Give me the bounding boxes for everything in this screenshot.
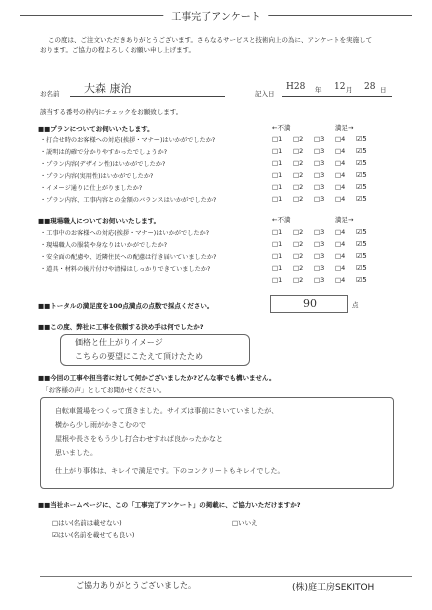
scale-label-dissatisfied-2: ←不満 [272, 216, 291, 224]
date-day-unit: 日 [380, 86, 387, 94]
plan-rating-6[interactable]: □1 □2 □3 □4 ☑5 [272, 195, 367, 203]
staff-rating-1[interactable]: □1 □2 □3 □4 ☑5 [272, 228, 367, 236]
reason-line-1: 価格と仕上がりイメージ [75, 338, 163, 347]
comment-line-1: 自転車置場をつくって頂きました。サイズは事前にきいていましたが、 [55, 407, 279, 415]
company-name: (株)庭工房SEKITOH [292, 583, 375, 593]
staff-rating-3[interactable]: □1 □2 □3 □4 ☑5 [272, 252, 367, 260]
staff-rating-2[interactable]: □1 □2 □3 □4 ☑5 [272, 240, 367, 248]
scale-label-satisfied-2: 満足→ [335, 216, 354, 224]
publish-question: ■■当社ホームページに、この「工事完了アンケート」の掲載に、ご協力いただけますか? [38, 501, 301, 509]
name-field[interactable] [70, 78, 225, 97]
plan-question-5: ・イメージ通りに仕上がりましたか? [40, 185, 143, 192]
date-era-year: H28 [286, 82, 306, 92]
plan-rating-4[interactable]: □1 □2 □3 □4 ☑5 [272, 171, 367, 179]
total-score-question: ■■トータルの満足度を100点満点の点数で採点ください。 [38, 302, 214, 310]
plan-rating-2[interactable]: □1 □2 □3 □4 ☑5 [272, 147, 367, 155]
date-label: 記入日 [255, 90, 275, 98]
reason-question: ■■この度、弊社に工事を依頼する決め手は何でしたか? [38, 323, 204, 331]
plan-rating-1[interactable]: □1 □2 □3 □4 ☑5 [272, 135, 367, 143]
publish-option-anonymous[interactable]: □はい(名前は載せない) [52, 519, 122, 527]
name-value: 大森 康治 [84, 82, 132, 95]
plan-rating-5[interactable]: □1 □2 □3 □4 ☑5 [272, 183, 367, 191]
footer-rule [40, 576, 412, 577]
publish-option-no[interactable]: □いいえ [232, 519, 258, 527]
plan-question-2: ・説明は的確で分かりやすかったでしょうか? [40, 149, 168, 156]
page-title: 工事完了アンケート [163, 8, 268, 23]
total-score-unit: 点 [352, 301, 359, 309]
reason-box[interactable] [60, 334, 250, 366]
plan-question-1: ・打合せ時のお客様への対応(挨拶・マナー)はいかがでしたか? [40, 137, 216, 144]
instruction: 該当する番号の枠内にチェックをお願致します。 [40, 108, 183, 116]
intro-line-1: この度は、ご注文いただきありがとうございます。さらなるサービスと技術向上の為に、アンケートを実施して [48, 36, 373, 44]
date-month: 12 [334, 82, 346, 92]
date-day: 28 [364, 82, 376, 92]
plan-question-6: ・プラン内容、工事内容との金額のバランスはいかがでしたか? [40, 197, 217, 204]
staff-rating-5[interactable]: □1 □2 □3 □4 ☑5 [272, 276, 367, 284]
date-field[interactable] [282, 80, 392, 97]
scale-label-dissatisfied: ←不満 [272, 124, 291, 132]
scale-label-satisfied: 満足→ [335, 124, 354, 132]
plan-question-3: ・プラン内容(デザイン性)はいかがでしたか? [40, 161, 166, 168]
reason-line-2: こちらの要望にこたえて頂けたため [75, 352, 203, 361]
total-score-value: 90 [303, 297, 317, 310]
title-bar [20, 8, 412, 22]
staff-rating-4[interactable]: □1 □2 □3 □4 ☑5 [272, 264, 367, 272]
section-plan-heading: ■■プランについてお伺いいたします。 [38, 125, 154, 133]
total-score-box[interactable] [270, 295, 348, 313]
staff-question-3: ・安全面の配慮や、近隣住民への配慮は行き届いていましたか? [40, 254, 217, 261]
comment-line-3: 屋根や長さをもう少し打合わせすれば良かったかなと [55, 435, 223, 443]
section-staff-heading: ■■現場職人についてお伺いいたします。 [38, 217, 161, 225]
plan-question-4: ・プラン内容(実用性)はいかがでしたか? [40, 173, 154, 180]
footer-thanks: ご協力ありがとうございました。 [76, 581, 196, 590]
comment-line-4: 思いました。 [55, 449, 97, 457]
publish-option-named[interactable]: ☑はい(名前を載せても良い) [52, 531, 135, 539]
comment-box[interactable] [40, 397, 394, 489]
plan-rating-3[interactable]: □1 □2 □3 □4 ☑5 [272, 159, 367, 167]
comment-question: ■■今回の工事や担当者に対して何かございましたか?どんな事でも構いません。 [38, 374, 276, 382]
comment-header: 「お客様の声」としてお聞かせください。 [42, 386, 166, 394]
staff-question-1: ・工事中のお客様への対応(挨拶・マナー)はいかがでしたか? [40, 230, 209, 237]
comment-line-5: 仕上がり事体は、キレイで満足です。下のコンクリートもキレイでした。 [55, 467, 285, 475]
staff-question-2: ・現場職人の服装や身なりはいかがでしたか? [40, 242, 168, 249]
intro-line-2: おります。ご協力の程よろしくお願い申し上げます。 [40, 46, 195, 54]
staff-question-4: ・道具・材料の後片付けや清掃はしっかりできていましたか? [40, 266, 211, 273]
date-month-unit: 月 [346, 86, 353, 94]
name-label: お名前 [40, 90, 60, 98]
date-year-unit: 年 [315, 86, 322, 94]
comment-line-2: 横から少し雨がかきこむので [55, 421, 146, 429]
